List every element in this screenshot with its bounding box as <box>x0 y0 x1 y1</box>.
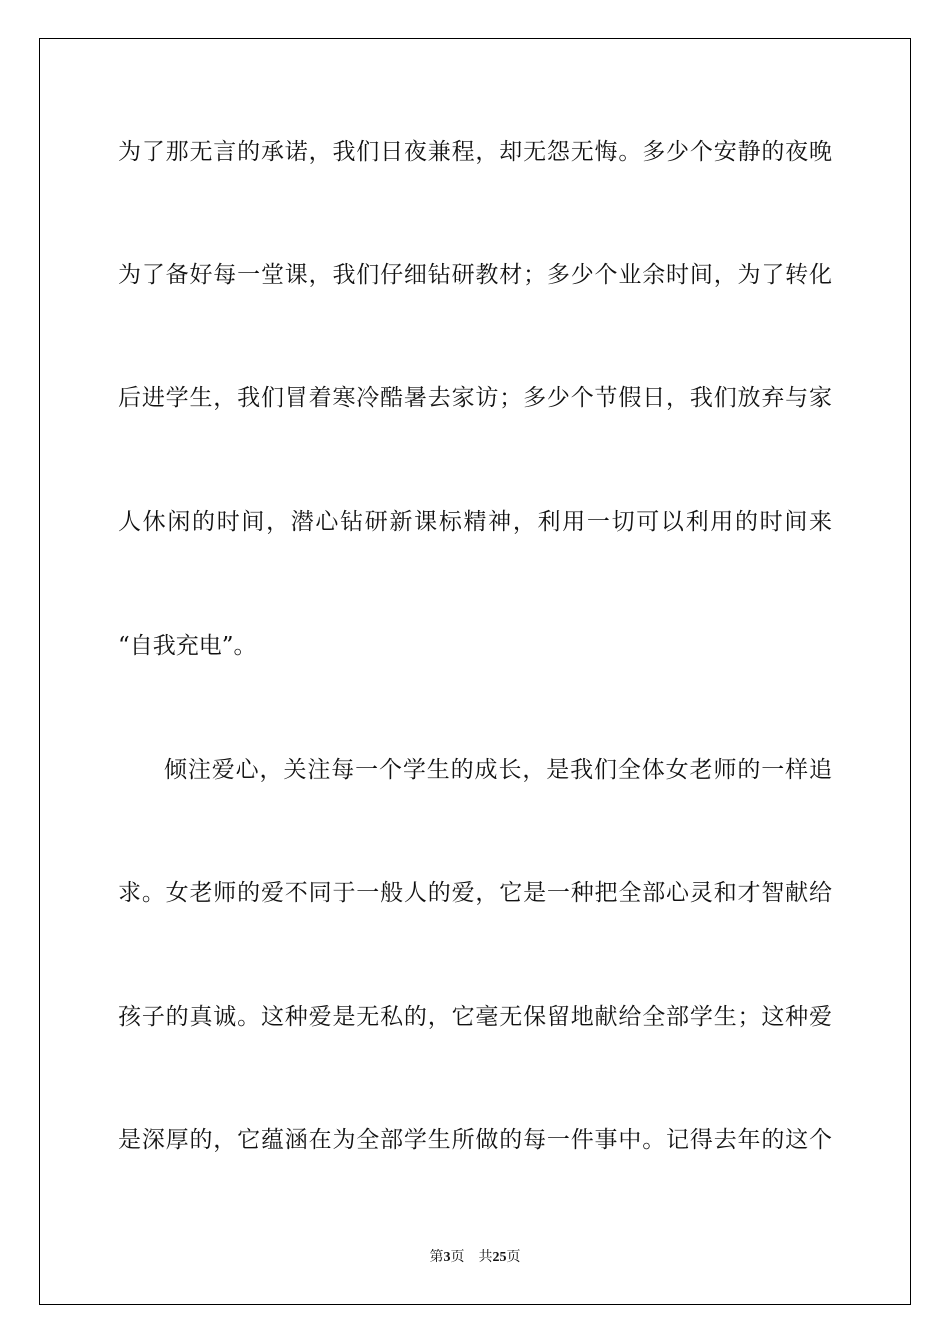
text-line-2: 为了备好每一堂课，我们仔细钻研教材；多少个业余时间，为了转化 <box>118 262 832 288</box>
text-line-9: 是深厚的，它蕴涵在为全部学生所做的每一件事中。记得去年的这个 <box>118 1127 832 1153</box>
text-line-7: 求。女老师的爱不同于一般人的爱，它是一种把全部心灵和才智献给 <box>118 880 832 906</box>
page-number: 3 <box>443 1250 451 1265</box>
text-line-5: “自我充电”。 <box>118 633 257 659</box>
total-suffix: 页 <box>506 1249 521 1265</box>
total-prefix: 共 <box>478 1249 493 1265</box>
page-suffix: 页 <box>450 1249 465 1265</box>
text-line-8: 孩子的真诚。这种爱是无私的，它毫无保留地献给全部学生；这种爱 <box>118 1004 832 1030</box>
text-line-4: 人休闲的时间，潜心钻研新课标精神，利用一切可以利用的时间来 <box>118 509 832 535</box>
page-footer <box>0 1248 950 1267</box>
text-line-1: 为了那无言的承诺，我们日夜兼程，却无怨无悔。多少个安静的夜晚 <box>118 139 832 165</box>
paragraph-start-line: 倾注爱心，关注每一个学生的成长，是我们全体女老师的一样追 <box>164 757 832 783</box>
page-border <box>39 38 911 1305</box>
page-prefix: 第 <box>429 1249 444 1265</box>
total-pages: 25 <box>492 1250 507 1265</box>
text-line-3: 后进学生，我们冒着寒冷酷暑去家访；多少个节假日，我们放弃与家 <box>118 385 832 411</box>
